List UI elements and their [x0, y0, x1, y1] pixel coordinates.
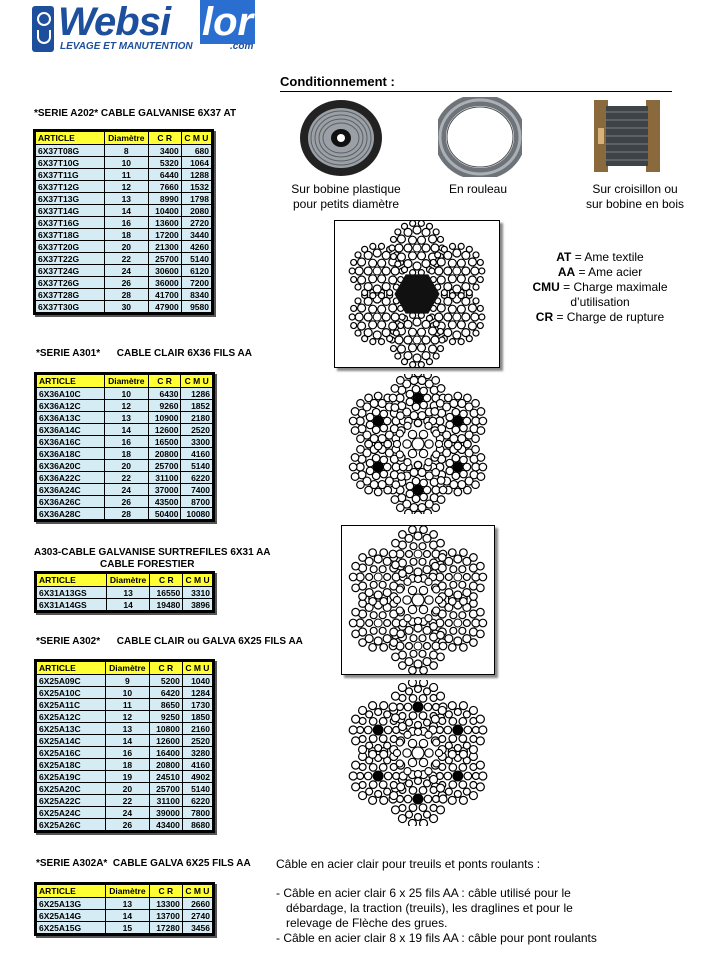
- table-row: [36, 241, 212, 253]
- cell-article: 6X37T13G: [36, 193, 105, 205]
- cell-article: 6X36A13C: [37, 412, 105, 424]
- cable-section-6x37-image: [335, 221, 499, 367]
- conditionnement-item-rouleau: [430, 182, 526, 197]
- cell-cmu: 8680: [182, 819, 212, 831]
- cell-article: 6X25A09C: [37, 675, 106, 687]
- cell-cr: 12600: [149, 735, 182, 747]
- cell-cr: 8650: [149, 699, 182, 711]
- cell-diametre: 26: [104, 277, 148, 289]
- cell-cmu: 6220: [181, 472, 213, 484]
- cell-diametre: 12: [104, 400, 148, 412]
- logo-domain: .com: [230, 41, 254, 52]
- table-row: [36, 229, 212, 241]
- cell-article: 6X37T26G: [36, 277, 105, 289]
- croisillon-label-line2: sur bobine en bois: [585, 197, 685, 211]
- series-a303-subtitle: CABLE FORESTIER: [100, 559, 195, 570]
- table-row: [37, 898, 213, 910]
- legend-cr-value: = Charge de rupture: [553, 310, 665, 324]
- cell-diametre: 9: [105, 675, 149, 687]
- cable-coil-image: [438, 97, 522, 177]
- wire-rope-section: [349, 680, 487, 826]
- cell-article: 6X25A11C: [37, 699, 106, 711]
- cell-cmu: 3280: [182, 747, 212, 759]
- table-row: [37, 807, 213, 819]
- cell-diametre: 14: [105, 910, 149, 922]
- cable-section-6x31-image: [342, 526, 494, 674]
- cell-diametre: 24: [104, 265, 148, 277]
- bobine-label-line1: Sur bobine plastique: [291, 182, 401, 196]
- cell-cmu: 10080: [181, 508, 213, 520]
- cell-diametre: 20: [104, 460, 148, 472]
- cell-diametre: 8: [104, 145, 148, 157]
- col-diametre: Diamètre: [105, 662, 149, 675]
- cell-cmu: 4902: [182, 771, 212, 783]
- col-cr: C R: [148, 375, 181, 388]
- cell-cmu: 8700: [181, 496, 213, 508]
- cell-cr: 47900: [148, 301, 181, 313]
- wire-rope-section: [349, 526, 486, 674]
- series-a202-table: [33, 129, 214, 315]
- cell-article: 6X25A19C: [37, 771, 106, 783]
- legend-cmu-key: CMU: [532, 280, 560, 294]
- table-row: [36, 169, 212, 181]
- cell-article: 6X36A28C: [37, 508, 105, 520]
- cell-cr: 3400: [148, 145, 181, 157]
- cell-cmu: 1288: [181, 169, 211, 181]
- cell-cr: 5320: [148, 157, 181, 169]
- cell-cr: 6420: [149, 687, 182, 699]
- cell-cr: 31100: [148, 472, 181, 484]
- series-a303-title: A303-CABLE GALVANISE SURTREFILES 6X31 AA: [34, 547, 271, 558]
- cell-article: 6X37T24G: [36, 265, 105, 277]
- cell-cr: 13300: [149, 898, 182, 910]
- cell-cmu: 3300: [181, 436, 213, 448]
- cell-cr: 17280: [149, 922, 182, 934]
- col-cmu: C M U: [181, 132, 211, 145]
- legend-aa-key: AA: [557, 265, 576, 279]
- cell-diametre: 20: [105, 783, 149, 795]
- cable-section-6x37-frame: [334, 220, 500, 368]
- logo-brand-lor: lor: [202, 0, 254, 44]
- cell-article: 6X37T10G: [36, 157, 105, 169]
- cell-cmu: 2520: [182, 735, 212, 747]
- cell-diametre: 13: [105, 898, 149, 910]
- cell-diametre: 18: [104, 229, 148, 241]
- table-row: [37, 711, 213, 723]
- cell-cr: 43400: [149, 819, 182, 831]
- legend-cr-key: CR: [535, 310, 554, 324]
- cell-article: 6X25A16C: [37, 747, 106, 759]
- cell-cr: 13600: [148, 217, 181, 229]
- col-cmu: C M U: [181, 375, 213, 388]
- table-row: [37, 675, 213, 687]
- legend-at-value: = Ame textile: [571, 250, 644, 264]
- cell-cr: 10900: [148, 412, 181, 424]
- col-article: ARTICLE: [36, 132, 105, 145]
- cell-cmu: 2520: [181, 424, 213, 436]
- cell-diametre: 10: [104, 388, 148, 400]
- cell-diametre: 28: [104, 508, 148, 520]
- websilor-logo[interactable]: [32, 0, 262, 54]
- table-row: [37, 687, 213, 699]
- legend-aa-value: = Ame acier: [575, 265, 643, 279]
- cable-section-6x31-frame: [341, 525, 495, 675]
- table-row: [36, 205, 212, 217]
- cell-cmu: 4160: [182, 759, 212, 771]
- cell-cmu: 1852: [181, 400, 213, 412]
- cell-cr: 8990: [148, 193, 181, 205]
- wire-rope-section: [349, 374, 486, 514]
- table-row: [37, 747, 213, 759]
- cell-diametre: 22: [105, 795, 149, 807]
- cell-diametre: 14: [104, 205, 148, 217]
- cell-article: 6X37T18G: [36, 229, 105, 241]
- cell-article: 6X36A12C: [37, 400, 105, 412]
- cell-diametre: 18: [105, 759, 149, 771]
- conditionnement-item-bobine: [276, 182, 416, 212]
- cell-cmu: 680: [181, 145, 211, 157]
- table-row: [37, 484, 213, 496]
- cell-cmu: 2740: [182, 910, 212, 922]
- cell-article: 6X36A24C: [37, 484, 105, 496]
- col-cmu: C M U: [183, 574, 213, 587]
- table-row: [37, 587, 213, 599]
- cell-diametre: 14: [105, 735, 149, 747]
- cell-article: 6X25A20C: [37, 783, 106, 795]
- cell-cr: 43500: [148, 496, 181, 508]
- cell-cr: 9250: [149, 711, 182, 723]
- cell-diametre: 22: [104, 253, 148, 265]
- cell-cmu: 2720: [181, 217, 211, 229]
- cell-cmu: 3440: [181, 229, 211, 241]
- table-row: [36, 181, 212, 193]
- cell-article: 6X25A18C: [37, 759, 106, 771]
- cell-cr: 10800: [149, 723, 182, 735]
- cell-cr: 6440: [148, 169, 181, 181]
- conditionnement-title: Conditionnement :: [280, 74, 395, 89]
- bottom-line-2: débardage, la traction (treuils), les draglines et pour le: [276, 901, 573, 915]
- cell-article: 6X25A14G: [37, 910, 106, 922]
- series-a302-title: *SERIE A302* CABLE CLAIR ou GALVA 6X25 FILS AA: [36, 636, 303, 647]
- cell-cr: 36000: [148, 277, 181, 289]
- cell-cmu: 5140: [182, 783, 212, 795]
- cell-cmu: 2180: [181, 412, 213, 424]
- cell-diametre: 30: [104, 301, 148, 313]
- legend-at-key: AT: [556, 250, 572, 264]
- cell-cr: 25700: [148, 460, 181, 472]
- cell-diametre: 10: [104, 157, 148, 169]
- cell-cmu: 1532: [181, 181, 211, 193]
- cell-cmu: 3456: [182, 922, 212, 934]
- cell-article: 6X25A26C: [37, 819, 106, 831]
- croisillon-label-line1: Sur croisillon ou: [592, 182, 678, 196]
- cell-cr: 19480: [150, 599, 183, 611]
- cell-article: 6X37T28G: [36, 289, 105, 301]
- cell-cr: 20800: [149, 759, 182, 771]
- cell-diametre: 18: [104, 448, 148, 460]
- cell-article: 6X37T12G: [36, 181, 105, 193]
- bottom-heading: Câble en acier clair pour treuils et ponts roulants :: [276, 857, 541, 871]
- cell-cr: 21300: [148, 241, 181, 253]
- table-row: [36, 265, 212, 277]
- cell-cr: 20800: [148, 448, 181, 460]
- cell-article: 6X25A15G: [37, 922, 106, 934]
- table-row: [37, 400, 213, 412]
- series-a302-table: [34, 659, 215, 833]
- cell-cr: 10400: [148, 205, 181, 217]
- cell-diametre: 26: [105, 819, 149, 831]
- cell-cmu: 1040: [182, 675, 212, 687]
- table-row: [36, 277, 212, 289]
- cell-cmu: 6120: [181, 265, 211, 277]
- table-row: [37, 599, 213, 611]
- table-row: [37, 424, 213, 436]
- table-row: [37, 460, 213, 472]
- cell-diametre: 26: [104, 496, 148, 508]
- logo-tagline: LEVAGE ET MANUTENTION: [60, 41, 193, 52]
- table-row: [37, 723, 213, 735]
- hook-icon: [32, 6, 54, 52]
- cell-diametre: 14: [106, 599, 150, 611]
- series-a302a-grid: [36, 884, 213, 934]
- cell-cr: 41700: [148, 289, 181, 301]
- cell-cr: 39000: [149, 807, 182, 819]
- table-row: [36, 253, 212, 265]
- cell-article: 6X37T11G: [36, 169, 105, 181]
- cell-cr: 25700: [149, 783, 182, 795]
- conditionnement-divider: [280, 91, 672, 92]
- cell-cr: 25700: [148, 253, 181, 265]
- cell-cr: 30600: [148, 265, 181, 277]
- table-row: [37, 910, 213, 922]
- cell-cmu: 7800: [182, 807, 212, 819]
- col-article: ARTICLE: [37, 574, 107, 587]
- cell-article: 6X37T16G: [36, 217, 105, 229]
- cell-article: 6X36A10C: [37, 388, 105, 400]
- wooden-reel-image: [588, 96, 668, 178]
- cell-cmu: 1064: [181, 157, 211, 169]
- series-a202-grid: [35, 131, 212, 313]
- cell-article: 6X37T14G: [36, 205, 105, 217]
- cell-article: 6X36A14C: [37, 424, 105, 436]
- cell-diametre: 19: [105, 771, 149, 783]
- table-row: [36, 289, 212, 301]
- cell-cr: 7660: [148, 181, 181, 193]
- table-row: [37, 496, 213, 508]
- cell-cmu: 8340: [181, 289, 211, 301]
- cell-article: 6X25A13C: [37, 723, 106, 735]
- cell-cr: 24510: [149, 771, 182, 783]
- cell-article: 6X36A20C: [37, 460, 105, 472]
- col-cr: C R: [149, 885, 182, 898]
- series-a202-title: *SERIE A202* CABLE GALVANISE 6X37 AT: [34, 108, 237, 119]
- cable-section-6x25-image: [340, 680, 496, 826]
- cell-diametre: 12: [104, 181, 148, 193]
- cell-article: 6X25A22C: [37, 795, 106, 807]
- cell-diametre: 22: [104, 472, 148, 484]
- legend-cmu-value-line2: d’utilisation: [570, 295, 630, 309]
- cell-article: 6X36A18C: [37, 448, 105, 460]
- table-row: [37, 771, 213, 783]
- table-row: [37, 388, 213, 400]
- series-a303-table: [34, 571, 215, 613]
- table-row: [37, 819, 213, 831]
- cell-diametre: 16: [104, 217, 148, 229]
- series-a302a-title: *SERIE A302A* CABLE GALVA 6X25 FILS AA: [36, 858, 251, 869]
- col-cmu: C M U: [182, 885, 212, 898]
- cell-diametre: 13: [104, 193, 148, 205]
- table-row: [37, 412, 213, 424]
- cell-cmu: 1798: [181, 193, 211, 205]
- table-row: [37, 508, 213, 520]
- table-row: [37, 783, 213, 795]
- cell-cmu: 2080: [181, 205, 211, 217]
- cell-cr: 6430: [148, 388, 181, 400]
- table-row: [37, 472, 213, 484]
- cell-article: 6X25A14C: [37, 735, 106, 747]
- cell-cr: 16550: [150, 587, 183, 599]
- cell-cmu: 1730: [182, 699, 212, 711]
- series-a301-title: *SERIE A301* CABLE CLAIR 6X36 FILS AA: [36, 348, 252, 359]
- col-diametre: Diamètre: [105, 885, 149, 898]
- cell-cr: 12600: [148, 424, 181, 436]
- series-a301-grid: [36, 374, 213, 520]
- cell-cr: 9260: [148, 400, 181, 412]
- cell-diametre: 12: [105, 711, 149, 723]
- cell-cr: 50400: [148, 508, 181, 520]
- cell-article: 6X37T20G: [36, 241, 105, 253]
- cell-article: 6X25A24C: [37, 807, 106, 819]
- cell-diametre: 24: [105, 807, 149, 819]
- col-cr: C R: [150, 574, 183, 587]
- cell-cr: 16500: [148, 436, 181, 448]
- col-cr: C R: [149, 662, 182, 675]
- cell-diametre: 14: [104, 424, 148, 436]
- table-row: [37, 436, 213, 448]
- cable-section-6x36-image: [338, 374, 498, 514]
- cell-diametre: 24: [104, 484, 148, 496]
- cell-diametre: 13: [106, 587, 150, 599]
- bottom-line-1: - Câble en acier clair 6 x 25 fils AA : câble utilisé pour le: [276, 886, 571, 900]
- table-row: [37, 922, 213, 934]
- cell-cmu: 9580: [181, 301, 211, 313]
- cell-cmu: 1284: [182, 687, 212, 699]
- table-row: [37, 448, 213, 460]
- cell-cr: 13700: [149, 910, 182, 922]
- logo-brand-main: Websi: [58, 0, 171, 44]
- wire-rope-section: [349, 221, 485, 367]
- cell-cr: 17200: [148, 229, 181, 241]
- cell-cmu: 4260: [181, 241, 211, 253]
- legend-cmu-value: = Charge maximale: [559, 280, 668, 294]
- cell-diametre: 11: [105, 699, 149, 711]
- cell-cmu: 5140: [181, 253, 211, 265]
- bottom-line-3: relevage de Flèche des grues.: [276, 916, 448, 930]
- cell-article: 6X37T08G: [36, 145, 105, 157]
- cell-diametre: 28: [104, 289, 148, 301]
- cell-cmu: 1286: [181, 388, 213, 400]
- table-row: [37, 735, 213, 747]
- col-article: ARTICLE: [37, 662, 106, 675]
- cell-cr: 31100: [149, 795, 182, 807]
- col-cmu: C M U: [182, 662, 212, 675]
- col-diametre: Diamètre: [104, 375, 148, 388]
- conditionnement-item-croisillon: [570, 182, 700, 212]
- col-article: ARTICLE: [37, 375, 105, 388]
- cell-diametre: 10: [105, 687, 149, 699]
- table-row: [36, 157, 212, 169]
- cell-diametre: 13: [105, 723, 149, 735]
- cell-cmu: 7200: [181, 277, 211, 289]
- series-a303-grid: [36, 573, 213, 611]
- cell-cmu: 6220: [182, 795, 212, 807]
- abbreviation-legend: [500, 250, 700, 325]
- cell-article: 6X36A26C: [37, 496, 105, 508]
- table-row: [37, 759, 213, 771]
- cell-diametre: 20: [104, 241, 148, 253]
- cell-cmu: 2160: [182, 723, 212, 735]
- cell-article: 6X25A10C: [37, 687, 106, 699]
- series-a302a-table: [34, 882, 215, 936]
- plastic-spool-image: [298, 96, 384, 180]
- series-a302-grid: [36, 661, 213, 831]
- table-row: [36, 217, 212, 229]
- table-row: [36, 301, 212, 313]
- col-diametre: Diamètre: [106, 574, 150, 587]
- col-diametre: Diamètre: [104, 132, 148, 145]
- cell-cmu: 4160: [181, 448, 213, 460]
- table-row: [37, 699, 213, 711]
- series-a301-table: [34, 372, 215, 522]
- col-cr: C R: [148, 132, 181, 145]
- cell-article: 6X31A14GS: [37, 599, 107, 611]
- bottom-line-4: - Câble en acier clair 8 x 19 fils AA : câble pour pont roulants: [276, 931, 597, 945]
- table-row: [36, 193, 212, 205]
- cell-cmu: 1850: [182, 711, 212, 723]
- cell-cmu: 2660: [182, 898, 212, 910]
- bobine-label-line2: pour petits diamètre: [292, 197, 400, 211]
- cell-article: 6X25A13G: [37, 898, 106, 910]
- col-article: ARTICLE: [37, 885, 106, 898]
- table-row: [36, 145, 212, 157]
- cell-cmu: 3896: [183, 599, 213, 611]
- cell-diametre: 16: [105, 747, 149, 759]
- cell-cmu: 5140: [181, 460, 213, 472]
- cell-cmu: 3310: [183, 587, 213, 599]
- cell-article: 6X37T22G: [36, 253, 105, 265]
- cell-cmu: 7400: [181, 484, 213, 496]
- cell-article: 6X31A13GS: [37, 587, 107, 599]
- cell-cr: 37000: [148, 484, 181, 496]
- rouleau-label-line1: En rouleau: [448, 182, 508, 196]
- cell-diametre: 13: [104, 412, 148, 424]
- cell-diametre: 11: [104, 169, 148, 181]
- cell-article: 6X36A22C: [37, 472, 105, 484]
- cell-article: 6X36A16C: [37, 436, 105, 448]
- table-row: [37, 795, 213, 807]
- cell-diametre: 15: [105, 922, 149, 934]
- cell-diametre: 16: [104, 436, 148, 448]
- cell-cr: 5200: [149, 675, 182, 687]
- cell-cr: 16400: [149, 747, 182, 759]
- cell-article: 6X25A12C: [37, 711, 106, 723]
- cell-article: 6X37T30G: [36, 301, 105, 313]
